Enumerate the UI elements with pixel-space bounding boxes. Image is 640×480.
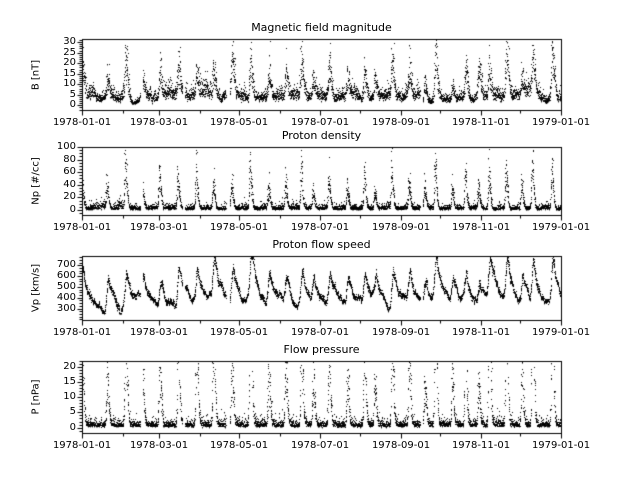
x-tick-label: 1978-01-01 — [52, 222, 112, 233]
x-tick-label: 1978-07-01 — [290, 327, 350, 338]
panel-title-flow-pressure: Flow pressure — [283, 343, 360, 356]
x-tick-label: 1978-05-01 — [209, 327, 269, 338]
x-tick-label: 1978-11-01 — [451, 222, 511, 233]
y-tick-label: 25 — [63, 47, 76, 58]
panel-title-proton-density: Proton density — [281, 129, 362, 142]
y-tick-label: 10 — [63, 78, 76, 89]
x-tick-label: 1978-05-01 — [209, 222, 269, 233]
x-tick-label: 1978-03-01 — [129, 440, 189, 451]
x-tick-label: 1978-09-01 — [371, 222, 431, 233]
y-tick-label: 400 — [56, 292, 76, 303]
y-tick-label: 0 — [69, 422, 76, 433]
x-tick-label: 1979-01-01 — [531, 117, 591, 128]
x-tick-label: 1978-01-01 — [52, 327, 112, 338]
y-axis-label-p: P [nPa] — [30, 379, 42, 415]
y-tick-label: 30 — [63, 36, 76, 47]
y-tick-label: 300 — [56, 303, 76, 314]
x-tick-label: 1978-05-01 — [209, 440, 269, 451]
x-tick-label: 1979-01-01 — [531, 327, 591, 338]
x-tick-label: 1979-01-01 — [531, 222, 591, 233]
y-axis-label-np: Np [#/cc] — [30, 157, 42, 205]
x-tick-label: 1978-03-01 — [129, 117, 189, 128]
y-tick-label: 15 — [63, 376, 76, 387]
y-tick-label: 10 — [63, 391, 76, 402]
x-tick-label: 1978-01-01 — [52, 117, 112, 128]
x-tick-label: 1978-03-01 — [129, 222, 189, 233]
x-tick-label: 1978-07-01 — [290, 117, 350, 128]
x-tick-label: 1978-09-01 — [371, 440, 431, 451]
x-tick-label: 1979-01-01 — [531, 440, 591, 451]
y-tick-label: 0 — [69, 99, 76, 110]
y-tick-label: 500 — [56, 281, 76, 292]
y-tick-label: 600 — [56, 270, 76, 281]
y-axis-label-b: B [nT] — [30, 59, 42, 90]
y-tick-label: 0 — [69, 204, 76, 215]
x-tick-label: 1978-03-01 — [129, 327, 189, 338]
x-tick-label: 1978-05-01 — [209, 117, 269, 128]
panel-title-proton-flow-speed: Proton flow speed — [272, 238, 371, 251]
y-tick-label: 80 — [63, 154, 76, 165]
y-axis-label-vp: Vp [km/s] — [30, 263, 42, 313]
y-tick-label: 60 — [63, 166, 76, 177]
x-tick-label: 1978-07-01 — [290, 222, 350, 233]
x-tick-label: 1978-11-01 — [451, 327, 511, 338]
y-tick-label: 700 — [56, 259, 76, 270]
y-tick-label: 5 — [69, 406, 76, 417]
x-tick-label: 1978-11-01 — [451, 440, 511, 451]
x-tick-label: 1978-01-01 — [52, 440, 112, 451]
x-tick-label: 1978-09-01 — [371, 327, 431, 338]
x-tick-label: 1978-11-01 — [451, 117, 511, 128]
y-tick-label: 20 — [63, 57, 76, 68]
y-tick-label: 15 — [63, 68, 76, 79]
x-tick-label: 1978-09-01 — [371, 117, 431, 128]
y-tick-label: 100 — [56, 141, 76, 152]
y-tick-label: 40 — [63, 179, 76, 190]
x-tick-label: 1978-07-01 — [290, 440, 350, 451]
y-tick-label: 20 — [63, 361, 76, 372]
y-tick-label: 20 — [63, 191, 76, 202]
y-tick-label: 5 — [69, 89, 76, 100]
panel-title-magnetic-field: Magnetic field magnitude — [251, 21, 392, 34]
